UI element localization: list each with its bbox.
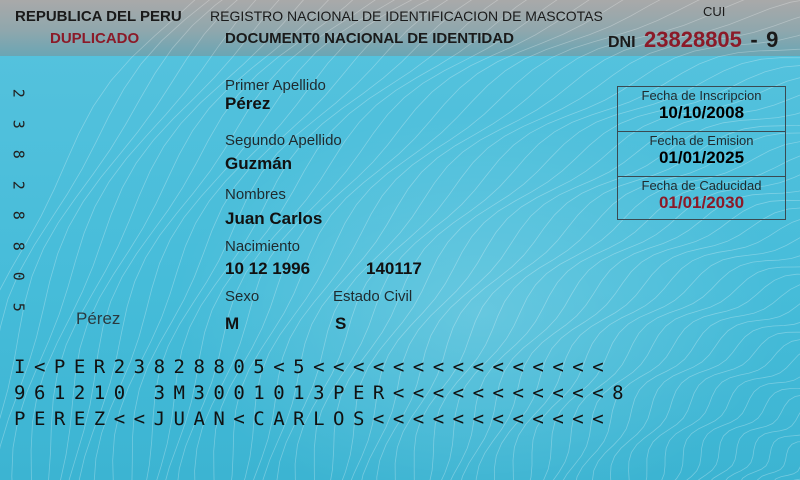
dni-line	[608, 27, 778, 53]
side-digit: 2	[9, 180, 28, 190]
emission-label: Fecha de Emision	[649, 133, 754, 148]
names-value: Juan Carlos	[225, 209, 323, 228]
side-digit: 8	[9, 241, 28, 251]
second-surname-value: Guzmán	[225, 154, 293, 173]
side-digit: 2	[9, 88, 28, 98]
dni-number: 23828805	[644, 27, 742, 52]
cui-label: CUI	[703, 4, 726, 19]
signature: Pérez	[76, 309, 121, 328]
emission-cell	[618, 132, 785, 177]
civil-status-label: Estado Civil	[333, 288, 413, 305]
emission-date: 01/01/2025	[658, 148, 745, 167]
side-digit: 8	[9, 210, 28, 220]
names-label: Nombres	[225, 186, 286, 203]
expiry-cell	[618, 177, 785, 220]
registry-name: REGISTRO NACIONAL DE IDENTIFICACION DE MASCOTAS	[210, 8, 603, 24]
inscription-cell	[618, 87, 785, 132]
side-digit: 0	[9, 271, 28, 281]
side-digit: 3	[9, 119, 28, 129]
second-surname-label: Segundo Apellido	[225, 132, 342, 149]
mrz-line-2: 961210 3M3001013PER<<<<<<<<<<<8	[14, 382, 633, 404]
expiry-label: Fecha de Caducidad	[641, 178, 762, 193]
sex-label: Sexo	[225, 288, 260, 305]
inscription-label: Fecha de Inscripcion	[641, 88, 762, 103]
civil-status-value: S	[335, 314, 347, 333]
first-surname-label: Primer Apellido	[225, 77, 326, 94]
country-name: REPUBLICA DEL PERU	[15, 8, 182, 25]
side-digit: 5	[9, 302, 28, 312]
mrz-line-1: I<PER23828805<5<<<<<<<<<<<<<<<	[14, 356, 613, 378]
dni-label: DNI	[608, 34, 636, 51]
dni-check-digit: 9	[766, 27, 779, 52]
document-title: DOCUMENT0 NACIONAL DE IDENTIDAD	[225, 30, 514, 47]
birth-label: Nacimiento	[225, 238, 301, 255]
side-digit: 8	[9, 149, 28, 159]
dates-box	[617, 86, 786, 220]
expiry-date: 01/01/2030	[658, 193, 745, 212]
birth-date-value: 10 12 1996	[225, 259, 311, 278]
inscription-date: 10/10/2008	[658, 103, 745, 122]
mrz-line-3: PEREZ<<JUAN<CARLOS<<<<<<<<<<<<	[14, 408, 613, 430]
duplicate-status: DUPLICADO	[50, 30, 140, 47]
dni-separator: -	[750, 27, 758, 52]
ubigeo-value: 140117	[366, 259, 422, 278]
first-surname-value: Pérez	[225, 94, 271, 113]
sex-value: M	[225, 314, 240, 333]
side-document-number	[9, 78, 27, 322]
